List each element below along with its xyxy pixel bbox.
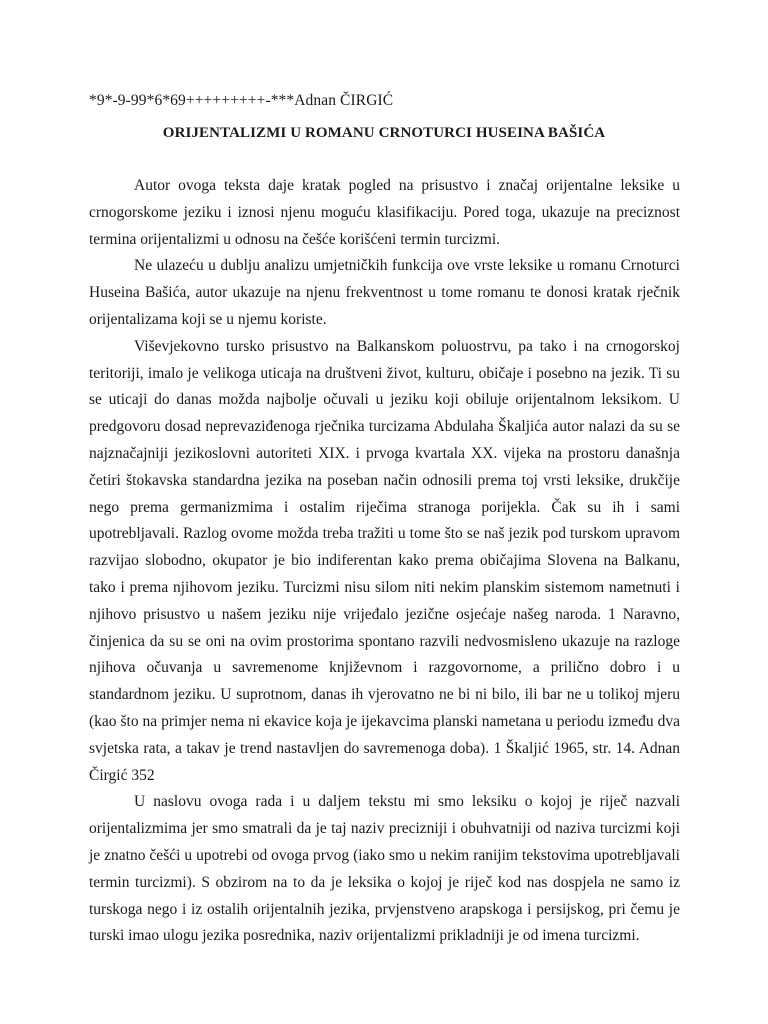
paragraph-1: Autor ovoga teksta daje kratak pogled na prisustvo i značaj orijentalne leksike u crnogorskome jeziku i iznosi njenu moguću klasifikaciju. Pored toga, ukazuje na preciznost termina orijentalizmi u odnosu na češće korišćeni termin turcizmi. bbox=[89, 177, 680, 248]
document-title: ORIJENTALIZMI U ROMANU CRNOTURCI HUSEINA BAŠIĆA bbox=[162, 125, 606, 141]
paragraph-2: Ne ulazeću u dublju analizu umjetničkih funkcija ove vrste leksike u romanu Crnoturci Huseina Bašića, autor ukazuje na njenu frekventnost u tome romanu te donosi kratak rječnik orijentalizama koji se u njemu koriste. bbox=[89, 257, 680, 328]
document-header: *9*-9-99*6*69+++++++++-***Adnan ČIRGIĆ bbox=[89, 92, 394, 109]
paragraph-3: Viševjekovno tursko prisustvo na Balkanskom poluostrvu, pa tako i na crnogorskoj teritoriji, imalo je velikoga uticaja na društveni život, kulturu, običaje i posebno na jezik. Ti su se uticaji do danas možda najbolje očuvali u jeziku koji obiluje orijentalnom leksikom. U predgovoru dosad neprevaziđenoga rječnika turcizama Abdulaha Škaljića autor nalazi da su se najznačajniji jezikoslovni autoriteti XIX. i prvoga kvartala XX. vijeka na prostoru današnja četiri štokavska standardna jezika na poseban način odnosili prema toj vrsti leksike, drukčije nego prema germanizmima i ostalim riječima stranoga porijekla. Čak su ih i sami upotrebljavali. Razlog ovome možda treba tražiti u tome što se naš jezik pod turskom upravom razvijao slobodno, okupator je bio indiferentan kako prema običajima Slovena na Balkanu, tako i prema njihovom jeziku. Turcizmi nisu silom niti nekim planskim sistemom nametnuti i njihovo prisustvo u našem jeziku nije vrijeđalo jezične osjećaje našeg naroda. 1 Naravno, činjenica da su se oni na ovim prostorima spontano razvili nedvosmisleno ukazuje na razloge njihova očuvanja u savremenome književnom i razgovornome, a prilično dobro i u standardnom jeziku. U suprotnom, danas ih vjerovatno ne bi ni bilo, ili bar ne u tolikoj mjeru (kao što na primjer nema ni ekavice koja je ijekavcima planski nametana u periodu između dva svjetska rata, a takav je trend nastavljen do savremenoga doba). 1 Škaljić 1965, str. 14. Adnan Čirgić 352 bbox=[89, 337, 680, 784]
document-body bbox=[89, 173, 680, 950]
paragraph-4: U naslovu ovoga rada i u daljem tekstu mi smo leksiku o kojoj je riječ nazvali orijentalizmima jer smo smatrali da je taj naziv precizniji i obuhvatniji od naziva turcizmi koji je znatno češći u upotrebi od ovoga prvog (iako smo u nekim ranijim tekstovima upotrebljavali termin turcizmi). S obzirom na to da je leksika o kojoj je riječ kod nas dospjela ne samo iz turskoga nego i iz ostalih orijentalnih jezika, prvjenstveno arapskoga i persijskog, pri čemu je turski imao ulogu jezika posrednika, naziv orijentalizmi prikladniji je od imena turcizmi. bbox=[89, 793, 680, 945]
